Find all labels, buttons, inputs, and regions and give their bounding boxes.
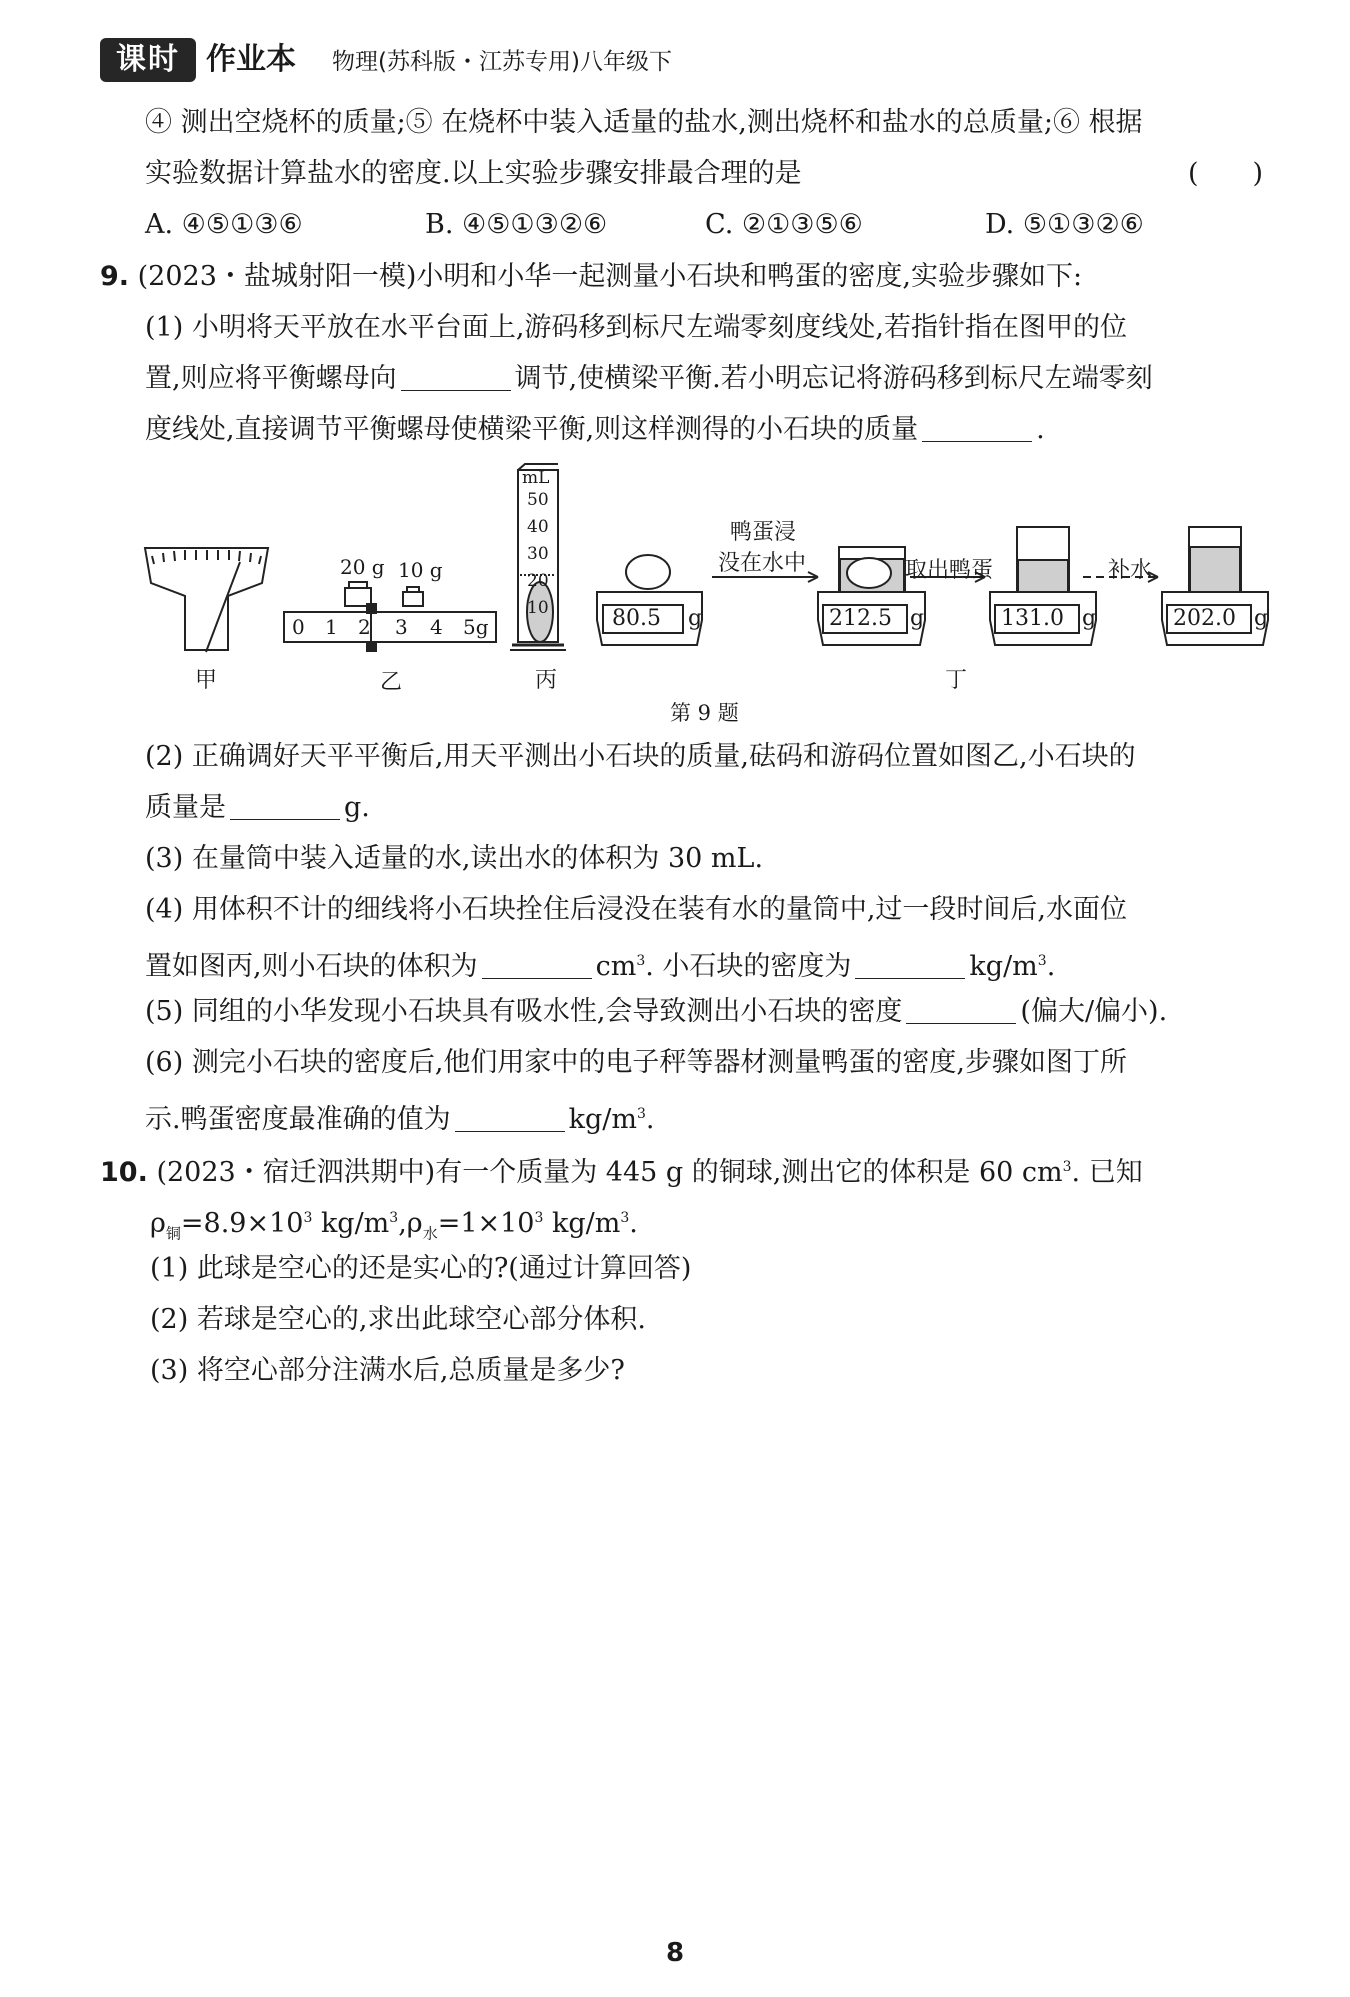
reading-2: 212.5 (829, 606, 892, 631)
rho-symbol-2: ,ρ (398, 1208, 423, 1239)
q9-p4-line2 (145, 942, 1055, 986)
q9-p1-text-c: 度线处,直接调节平衡螺母使横梁平衡,则这样测得的小石块的质量 (145, 414, 919, 445)
label-ding: 丁 (945, 668, 968, 693)
q9-p5-text-a: (5) 同组的小华发现小石块具有吸水性,会导致测出小石块的密度 (145, 996, 903, 1027)
reading-2-unit: g (910, 606, 925, 631)
q10-number: 10. (100, 1157, 148, 1188)
reading-3-unit: g (1082, 606, 1097, 631)
scale-tick-2: 2 (358, 615, 371, 639)
scale-tick-5: 5g (463, 615, 489, 639)
q9-p2-text-a: 质量是 (145, 792, 226, 823)
q8-line2: 实验数据计算盐水的密度.以上实验步骤安排最合理的是 (145, 158, 802, 189)
q9-p6-text-a: 示.鸭蛋密度最准确的值为 (145, 1104, 451, 1135)
label-yi: 乙 (380, 670, 403, 695)
q8-line1: ④ 测出空烧杯的质量;⑤ 在烧杯中装入适量的盐水,测出烧杯和盐水的总质量;⑥ 根据 (145, 107, 1143, 138)
reading-3: 131.0 (1001, 606, 1064, 631)
egg-in-water (847, 558, 891, 588)
pointer-scale-shape (145, 548, 268, 650)
sup-3: 3 (389, 1210, 399, 1226)
q9-p4-text-a: 置如图丙,则小石块的体积为 (145, 951, 478, 982)
sup-3: 3 (1062, 1159, 1072, 1175)
q9-p5 (145, 993, 1167, 1031)
reading-4-unit: g (1254, 606, 1269, 631)
cylinder-tick-10: 10 (527, 598, 549, 618)
q9-p2-line2 (145, 789, 370, 827)
sup-3: 3 (534, 1210, 544, 1226)
figure-caption: 第 9 题 (670, 701, 739, 725)
scale-tick-0: 0 (292, 615, 305, 639)
q9-p2-line1: (2) 正确调好天平平衡后,用天平测出小石块的质量,砝码和游码位置如图乙,小石块的 (145, 741, 1136, 772)
q10-text-a: (2023・宿迁泗洪期中)有一个质量为 445 g 的铜球,测出它的体积是 60 cm (156, 1157, 1063, 1188)
balance-pointer (206, 562, 240, 652)
label-bing: 丙 (535, 668, 558, 693)
q9-p1-text-a: 置,则应将平衡螺母向 (145, 363, 397, 394)
sup-3: 3 (1037, 953, 1047, 969)
q10-sub3: (3) 将空心部分注满水后,总质量是多少? (150, 1355, 625, 1386)
q8-option-b: B. ④⑤①③②⑥ (425, 209, 608, 240)
rho-symbol: ρ (150, 1208, 166, 1239)
reading-1: 80.5 (612, 606, 661, 631)
cylinder-tick-30: 30 (527, 544, 549, 564)
rider-bottom (367, 642, 376, 651)
answer-blank-stone-mass[interactable] (230, 793, 340, 820)
cylinder-tick-50: 50 (527, 490, 549, 510)
duck-egg (626, 555, 670, 589)
q9-p4-text-e: . (1046, 951, 1056, 982)
scale-tick-3: 3 (395, 615, 408, 639)
weight-label-20g: 20 g (340, 555, 385, 579)
scale-tick-1: 1 (325, 615, 338, 639)
q10-text-b: . 已知 (1071, 1157, 1143, 1188)
page-number: 8 (665, 1938, 685, 1968)
q9-p6-line2 (145, 1095, 654, 1139)
water-density: =1×10 (437, 1208, 535, 1239)
weight-10g (403, 592, 423, 606)
cylinder-tick-20: 20 (527, 571, 549, 591)
q9-p6-unit-kgm: kg/m (568, 1104, 637, 1135)
q9-p1-text-d: . (1036, 414, 1045, 445)
sup-3: 3 (620, 1210, 630, 1226)
q9-p4-unit-cm: cm (595, 951, 637, 982)
cylinder-unit: mL (522, 468, 550, 488)
q9-p1-text-b: 调节,使横梁平衡.若小明忘记将游码移到标尺左端零刻 (514, 363, 1153, 394)
period: . (629, 1208, 638, 1239)
step-label-immerse-1: 鸭蛋浸 (730, 520, 797, 545)
sub-copper: 铜 (165, 1224, 181, 1243)
weight-label-10g: 10 g (398, 558, 443, 582)
q8-option-a: A. ④⑤①③⑥ (145, 209, 303, 240)
q9-p6-text-c: . (645, 1104, 655, 1135)
q10-line1 (100, 1148, 1143, 1192)
q8-option-c: C. ②①③⑤⑥ (705, 209, 863, 240)
q9-p6-line1: (6) 测完小石块的密度后,他们用家中的电子秤等器材测量鸭蛋的密度,步骤如图丁所 (145, 1047, 1127, 1078)
book-logo: 课时 (100, 38, 196, 82)
step-label-remove-egg: 取出鸭蛋 (905, 558, 994, 583)
reading-4: 202.0 (1173, 606, 1236, 631)
subject-subtitle: 物理(苏科版・江苏专用)八年级下 (332, 49, 672, 75)
sup-3: 3 (303, 1210, 313, 1226)
q10-sub2: (2) 若球是空心的,求出此球空心部分体积. (150, 1304, 646, 1335)
scale-tick-4: 4 (430, 615, 443, 639)
q9-p4-unit-kgm: kg/m (969, 951, 1038, 982)
answer-blank-stone-density[interactable] (855, 952, 965, 979)
q10-sub1: (1) 此球是空心的还是实心的?(通过计算回答) (150, 1253, 692, 1284)
q9-p5-text-b: (偏大/偏小). (1020, 996, 1168, 1027)
q9-p4-line1: (4) 用体积不计的细线将小石块拴住后浸没在装有水的量筒中,过一段时间后,水面位 (145, 894, 1127, 925)
q9-figure (0, 0, 1350, 740)
series-title: 作业本 (206, 42, 296, 77)
cylinder-tick-40: 40 (527, 517, 549, 537)
sup-3: 3 (636, 953, 646, 969)
q9-number: 9. (100, 261, 130, 292)
reading-1-unit: g (688, 606, 703, 631)
q9-p1-line1: (1) 小明将天平放在水平台面上,游码移到标尺左端零刻度线处,若指针指在图甲的位 (145, 312, 1127, 343)
q9-p2-text-b: g. (344, 792, 370, 823)
q8-option-d: D. ⑤①③②⑥ (985, 209, 1144, 240)
unit-kgm-2: kg/m (543, 1208, 621, 1239)
q8-answer-paren: ( ) (1188, 158, 1264, 189)
step-label-add-water: 补水 (1108, 558, 1153, 583)
q9-p3: (3) 在量筒中装入适量的水,读出水的体积为 30 mL. (145, 843, 764, 874)
answer-blank-bias[interactable] (906, 997, 1016, 1024)
q9-intro: (2023・盐城射阳一模)小明和小华一起测量小石块和鸭蛋的密度,实验步骤如下: (137, 261, 1083, 292)
sub-water: 水 (422, 1224, 438, 1243)
label-jia: 甲 (195, 668, 218, 693)
answer-blank-stone-volume[interactable] (482, 952, 592, 979)
copper-density: =8.9×10 (180, 1208, 304, 1239)
sup-3: 3 (636, 1106, 646, 1122)
step-label-immerse-2: 没在水中 (718, 551, 807, 576)
q10-line2 (150, 1199, 638, 1252)
q9-p4-text-c: . 小石块的密度为 (645, 951, 852, 982)
answer-blank-egg-density[interactable] (455, 1105, 565, 1132)
unit-kgm: kg/m (312, 1208, 390, 1239)
